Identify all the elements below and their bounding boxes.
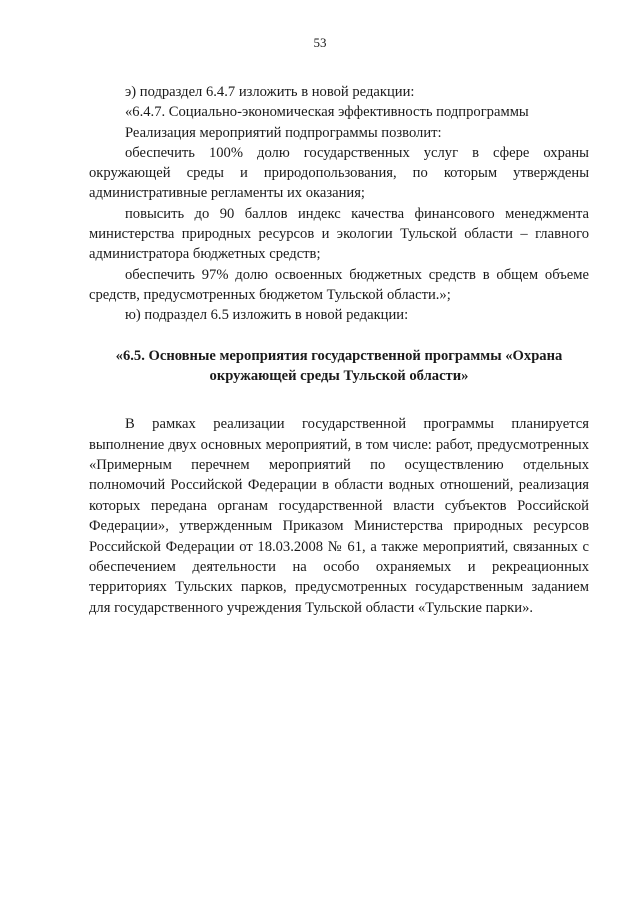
section-body-paragraph: В рамках реализации государственной программы планируется выполнение двух основных мероприятий, в том числе: работ, предусмотренных «Примерным перечнем мероприятий по осуществлению отдельных полномочий Российской Федерации в области водных отношений, реализация которых передана органам государственной власти субъектов Российской Федерации», утвержденным Приказом Министерства природных ресурсов Российской Федерации от 18.03.2008 № 61, а также мероприятий, связанных с обеспечением деятельности на особо охраняемых и рекреационных территориях Тульских парков, предусмотренных государственным заданием для государственного учреждения Тульской области «Тульские парки».: [89, 416, 589, 616]
amendment-item-yu: ю) подраздел 6.5 изложить в новой редакции:: [125, 307, 409, 324]
subsection-title-6-4-7: «6.4.7. Социально-экономическая эффективность подпрограммы: [125, 104, 529, 121]
page-number: 53: [313, 35, 327, 50]
section-heading-6-5: «6.5. Основные мероприятия государственной программы «Охрана окружающей среды Тульской области»: [115, 347, 563, 384]
result-item-finance-index: повысить до 90 баллов индекс качества финансового менеджмента министерства природных ресурсов и экологии Тульской области – главного администратора бюджетных средств;: [89, 205, 589, 263]
result-item-services: обеспечить 100% долю государственных услуг в сфере охраны окружающей среды и природопользования, по которым утверждены административные регламенты их оказания;: [89, 144, 589, 202]
subsection-intro: Реализация мероприятий подпрограммы позволит:: [125, 124, 442, 141]
result-item-budget-share: обеспечить 97% долю освоенных бюджетных средств в общем объеме средств, предусмотренных бюджетом Тульской области.»;: [89, 266, 589, 303]
amendment-item-e: э) подраздел 6.4.7 изложить в новой редакции:: [125, 84, 415, 100]
document-body: [89, 82, 589, 618]
